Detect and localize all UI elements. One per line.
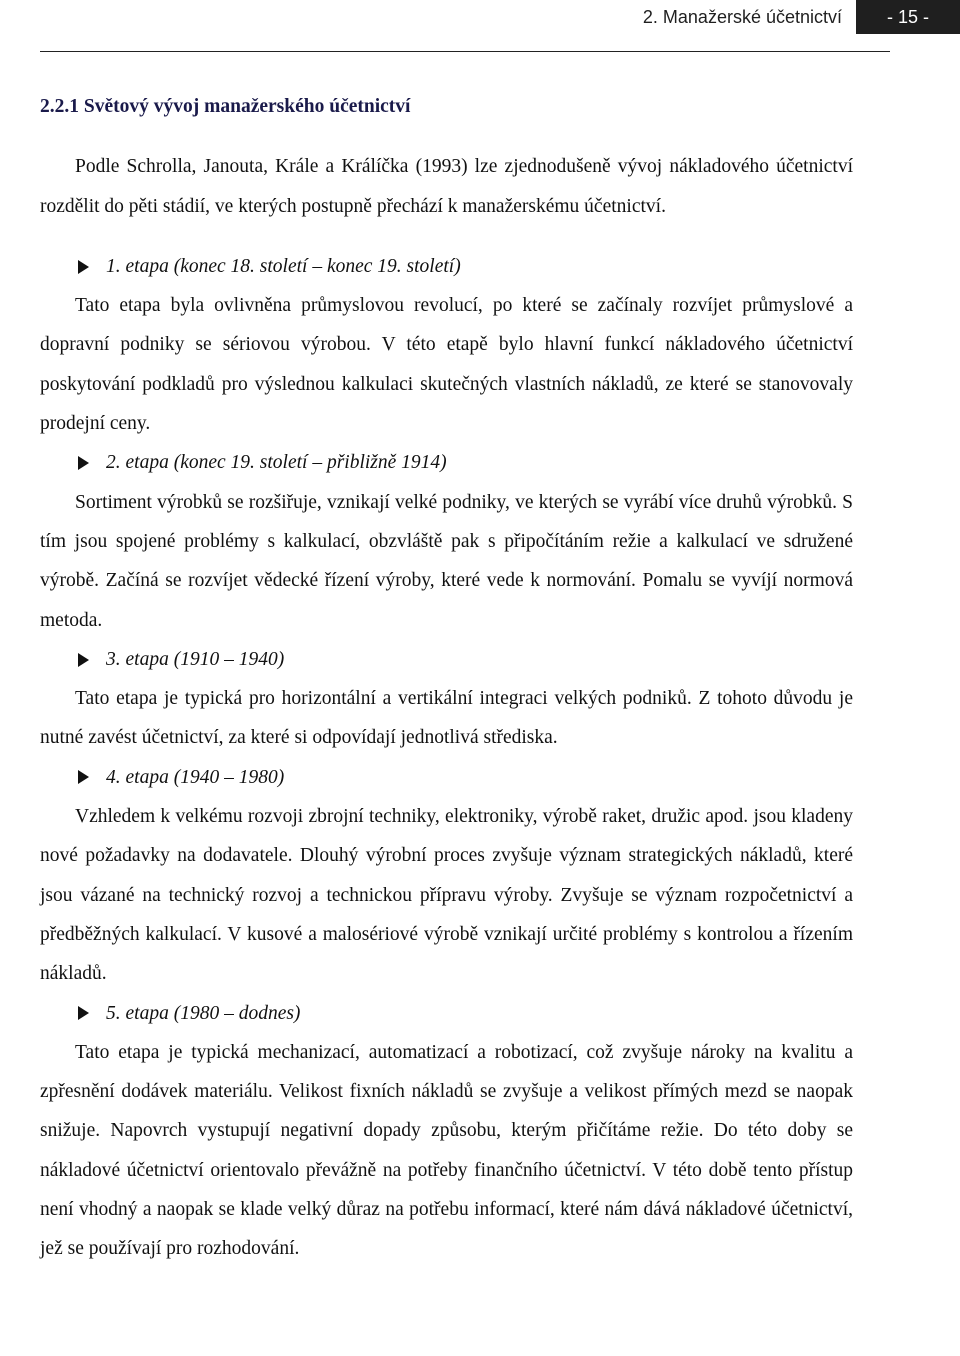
arrow-bullet-icon xyxy=(78,653,89,667)
arrow-bullet-icon xyxy=(78,1006,89,1020)
stage-title: 2. etapa (konec 19. století – přibližně 1914) xyxy=(106,452,447,474)
document-body xyxy=(40,87,853,1269)
arrow-bullet-icon xyxy=(78,456,89,470)
stage-paragraph-3: Tato etapa je typická pro horizontální a vertikální integraci velkých podniků. Z tohoto důvodu je nutné zavést účetnictví, za které si odpovídají jednotlivá střediska. xyxy=(40,688,853,749)
stage-heading-5 xyxy=(40,994,853,1033)
chapter-title: 2. Manažerské účetnictví xyxy=(642,6,842,27)
stage-paragraph-5: Tato etapa je typická mechanizací, automatizací a robotizací, což zvyšuje nároky na kvalitu a zpřesnění dodávek materiálu. Velikost fixních nákladů se zvyšuje a velikost přímých mezd se naopak snižuje. Napovrch vystupují negativní dopady způsobu, kterým přičítáme režie. Do této doby se nákladové účetnictví orientovalo převážně na potřeby finančního účetnictví. V této době tento přístup není vhodný a naopak se klade velký důraz na potřebu informací, které nám dává nákladové účetnictví, jež se používají pro rozhodování. xyxy=(40,1041,853,1260)
stage-title: 1. etapa (konec 18. století – konec 19. století) xyxy=(106,255,461,277)
stage-heading-1 xyxy=(40,247,853,286)
stage-paragraph-2: Sortiment výrobků se rozšiřuje, vznikají velké podniky, ve kterých se vyrábí více druhů výrobků. S tím jsou spojené problémy s kalkulací, obzvláště pak s připočítáním režie a kalkulací ve sdružené výrobě. Začíná se rozvíjet vědecké řízení výroby, které vede k normování. Pomalu se vyvíjí normová metoda. xyxy=(40,491,853,631)
header-divider xyxy=(40,51,890,52)
stage-paragraph-1: Tato etapa byla ovlivněna průmyslovou revolucí, po které se začínaly rozvíjet průmyslové a dopravní podniky se sériovou výrobou. V této etapě bylo hlavní funkcí nákladového účetnictví poskytování podkladů pro výslednou kalkulaci skutečných vlastních nákladů, ze které se stanovovaly prodejní ceny. xyxy=(40,295,853,435)
stage-title: 3. etapa (1910 – 1940) xyxy=(106,648,285,670)
section-heading: 2.2.1 Světový vývoj manažerského účetnictví xyxy=(40,96,411,117)
stage-heading-3 xyxy=(40,640,853,679)
stage-heading-4 xyxy=(40,758,853,797)
stage-paragraph-4: Vzhledem k velkému rozvoji zbrojní techniky, elektroniky, výrobě raket, družic apod. jsou kladeny nové požadavky na dodavatele. Dlouhý výrobní proces zvyšuje význam strategických nákladů, které jsou vázané na technický rozvoj a technickou přípravu výroby. Zvyšuje se význam rozpočetnictví a předběžných kalkulací. V kusové a malosériové výrobě vznikají určité problémy s kontrolou a řízením nákladů. xyxy=(40,806,853,985)
stage-title: 5. etapa (1980 – dodnes) xyxy=(106,1002,301,1024)
running-header xyxy=(643,0,960,34)
stage-heading-2 xyxy=(40,443,853,482)
intro-paragraph: Podle Schrolla, Janouta, Krále a Králíčka (1993) lze zjednodušeně vývoj nákladového účetnictví rozdělit do pěti stádií, ve kterých postupně přechází k manažerskému účetnictví. xyxy=(40,156,853,217)
page-number: - 15 - xyxy=(856,0,960,34)
arrow-bullet-icon xyxy=(78,260,89,274)
stage-title: 4. etapa (1940 – 1980) xyxy=(106,766,285,788)
arrow-bullet-icon xyxy=(78,770,89,784)
